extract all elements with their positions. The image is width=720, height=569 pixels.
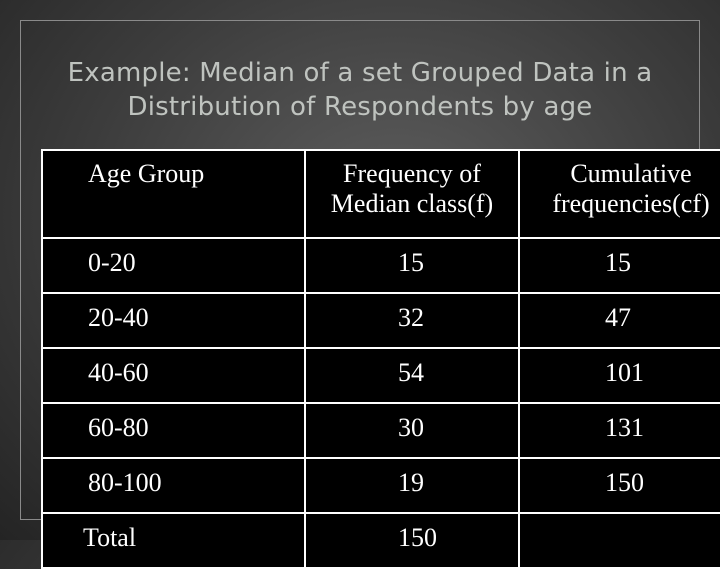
header-cumulative: Cumulative frequencies(cf) <box>519 150 720 238</box>
cell-age-group: 40-60 <box>42 348 305 403</box>
cell-age-group: 80-100 <box>42 458 305 513</box>
table-header-row <box>42 150 720 238</box>
cell-total-frequency: 150 <box>305 513 519 568</box>
cell-frequency: 15 <box>305 238 519 293</box>
age-distribution-table <box>41 149 720 569</box>
table-row <box>42 403 720 458</box>
cell-age-group: 60-80 <box>42 403 305 458</box>
header-age-group: Age Group <box>42 150 305 238</box>
cell-frequency: 19 <box>305 458 519 513</box>
cell-cumulative: 150 <box>519 458 720 513</box>
table-total-row <box>42 513 720 568</box>
cell-cumulative: 131 <box>519 403 720 458</box>
table-row <box>42 348 720 403</box>
cell-total-label: Total <box>42 513 305 568</box>
cell-frequency: 32 <box>305 293 519 348</box>
cell-cumulative: 101 <box>519 348 720 403</box>
cell-age-group: 20-40 <box>42 293 305 348</box>
cell-cumulative: 47 <box>519 293 720 348</box>
slide-title <box>0 56 720 124</box>
header-frequency: Frequency of Median class(f) <box>305 150 519 238</box>
table-row <box>42 458 720 513</box>
table-row <box>42 293 720 348</box>
cell-total-cumulative <box>519 513 720 568</box>
title-line-2: Distribution of Respondents by age <box>127 92 593 122</box>
cell-frequency: 54 <box>305 348 519 403</box>
cell-age-group: 0-20 <box>42 238 305 293</box>
table-row <box>42 238 720 293</box>
cell-frequency: 30 <box>305 403 519 458</box>
cell-cumulative: 15 <box>519 238 720 293</box>
title-line-1: Example: Median of a set Grouped Data in a <box>67 58 653 88</box>
